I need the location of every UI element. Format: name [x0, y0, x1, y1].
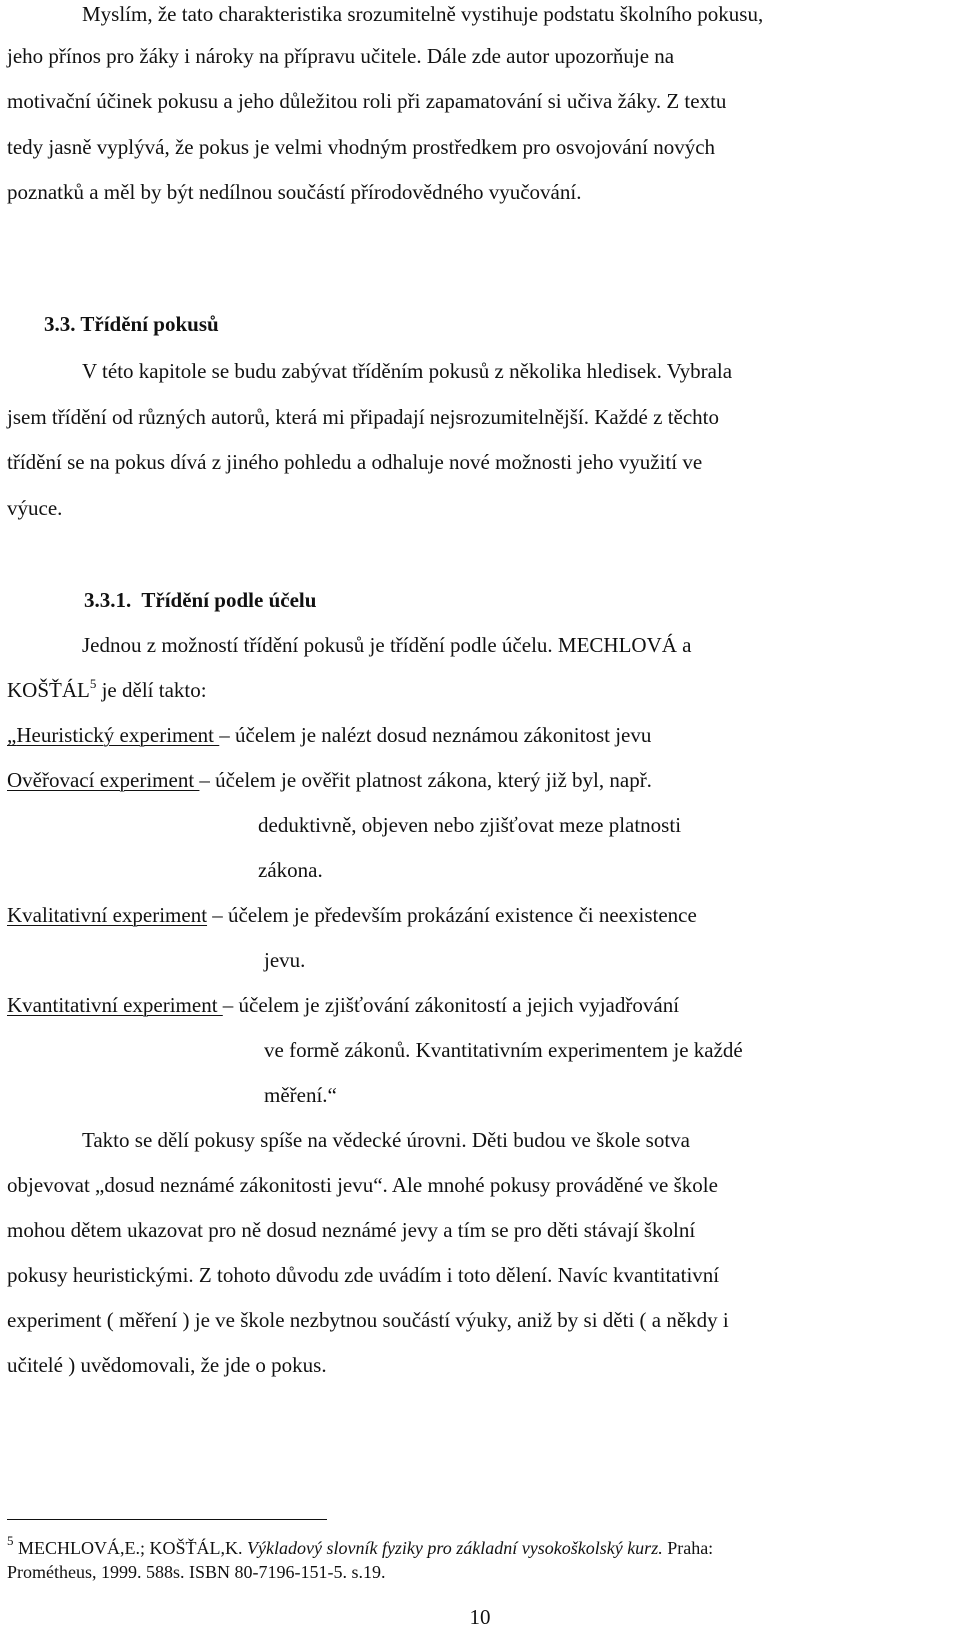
footnote-mark: 5 [7, 1533, 14, 1548]
definition-description: – účelem je především prokázání existence či neexistence [207, 903, 697, 927]
intro-line: poznatků a měl by být nedílnou součástí přírodovědného vyučování. [7, 180, 582, 204]
final-line: Takto se dělí pokusy spíše na vědecké úrovni. Děti budou ve škole sotva [82, 1128, 690, 1152]
definition-continuation: zákona. [258, 858, 323, 882]
subsection-number: 3.3.1. [84, 588, 132, 612]
definition-qualitative [7, 901, 697, 929]
subsection-title: Třídění podle účelu [141, 588, 317, 612]
definition-description: – účelem je zjišťování zákonitostí a jejich vyjadřování [222, 993, 680, 1017]
subsection-intro-line: Jednou z možností třídění pokusů je třídění podle účelu. MECHLOVÁ a [82, 633, 692, 657]
definition-quantitative [7, 991, 679, 1019]
final-line: objevovat „dosud neznámé zákonitosti jevu“. Ale mnohé pokusy prováděné ve škole [7, 1173, 718, 1197]
subsection-intro-line [7, 676, 207, 704]
section-line: třídění se na pokus dívá z jiného pohledu a odhaluje nové možnosti jeho využití ve [7, 450, 703, 474]
definition-continuation: deduktivně, objeven nebo zjišťovat meze platnosti [258, 813, 682, 837]
final-line: pokusy heuristickými. Z tohoto důvodu zde uvádím i toto dělení. Navíc kvantitativní [7, 1263, 720, 1287]
footnote-line [7, 1533, 714, 1559]
section-line: výuce. [7, 496, 63, 520]
definition-continuation: měření.“ [264, 1083, 337, 1107]
definition-term: Kvantitativní experiment [7, 993, 223, 1017]
final-line: učitelé ) uvědomovali, že jde o pokus. [7, 1353, 327, 1377]
final-line: experiment ( měření ) je ve škole nezbytnou součástí výuky, aniž by si děti ( a někdy i [7, 1308, 729, 1332]
definition-term: Ověřovací experiment [7, 768, 200, 792]
definition-term: „Heuristický experiment [7, 723, 220, 747]
section-line: V této kapitole se budu zabývat tříděním pokusů z několika hledisek. Vybrala [82, 359, 733, 383]
definition-heuristic [7, 721, 651, 749]
section-number: 3.3. [44, 312, 76, 336]
definition-description: – účelem je ověřit platnost zákona, který již byl, např. [199, 768, 652, 792]
page-number: 10 [469, 1605, 491, 1629]
intro-line: jeho přínos pro žáky i nároky na přípravu učitele. Dále zde autor upozorňuje na [7, 44, 675, 68]
section-line: jsem třídění od různých autorů, která mi připadají nejsrozumitelnější. Každé z těchto [7, 405, 720, 429]
subsection-heading [84, 586, 316, 614]
definition-description: – účelem je nalézt dosud neznámou zákonitost jevu [219, 723, 652, 747]
definition-term: Kvalitativní experiment [7, 903, 208, 927]
section-title: Třídění pokusů [80, 312, 219, 336]
intro-line: Myslím, že tato charakteristika srozumitelně vystihuje podstatu školního pokusu, [82, 2, 764, 26]
definition-continuation: ve formě zákonů. Kvantitativním experimentem je každé [264, 1038, 743, 1062]
intro-text: je dělí takto: [96, 678, 207, 702]
authors-name: KOŠŤÁL [7, 678, 90, 702]
footnote-place: Praha: [662, 1538, 714, 1558]
footnote-line: Prométheus, 1999. 588s. ISBN 80-7196-151-5. s.19. [7, 1562, 386, 1582]
definition-verification [7, 766, 652, 794]
footnote-title: Výkladový slovník fyziky pro základní vysokoškolský kurz. [247, 1538, 663, 1558]
footnote-reference: 5 [89, 676, 97, 691]
section-heading [44, 310, 219, 338]
intro-line: tedy jasně vyplývá, že pokus je velmi vhodným prostředkem pro osvojování nových [7, 135, 716, 159]
intro-line: motivační účinek pokusu a jeho důležitou roli při zapamatování si učiva žáky. Z textu [7, 89, 727, 113]
definition-continuation: jevu. [264, 948, 306, 972]
footnote-separator [7, 1519, 327, 1520]
final-line: mohou dětem ukazovat pro ně dosud neznámé jevy a tím se pro děti stávají školní [7, 1218, 696, 1242]
footnote-authors: MECHLOVÁ,E.; KOŠŤÁL,K. [13, 1538, 247, 1558]
